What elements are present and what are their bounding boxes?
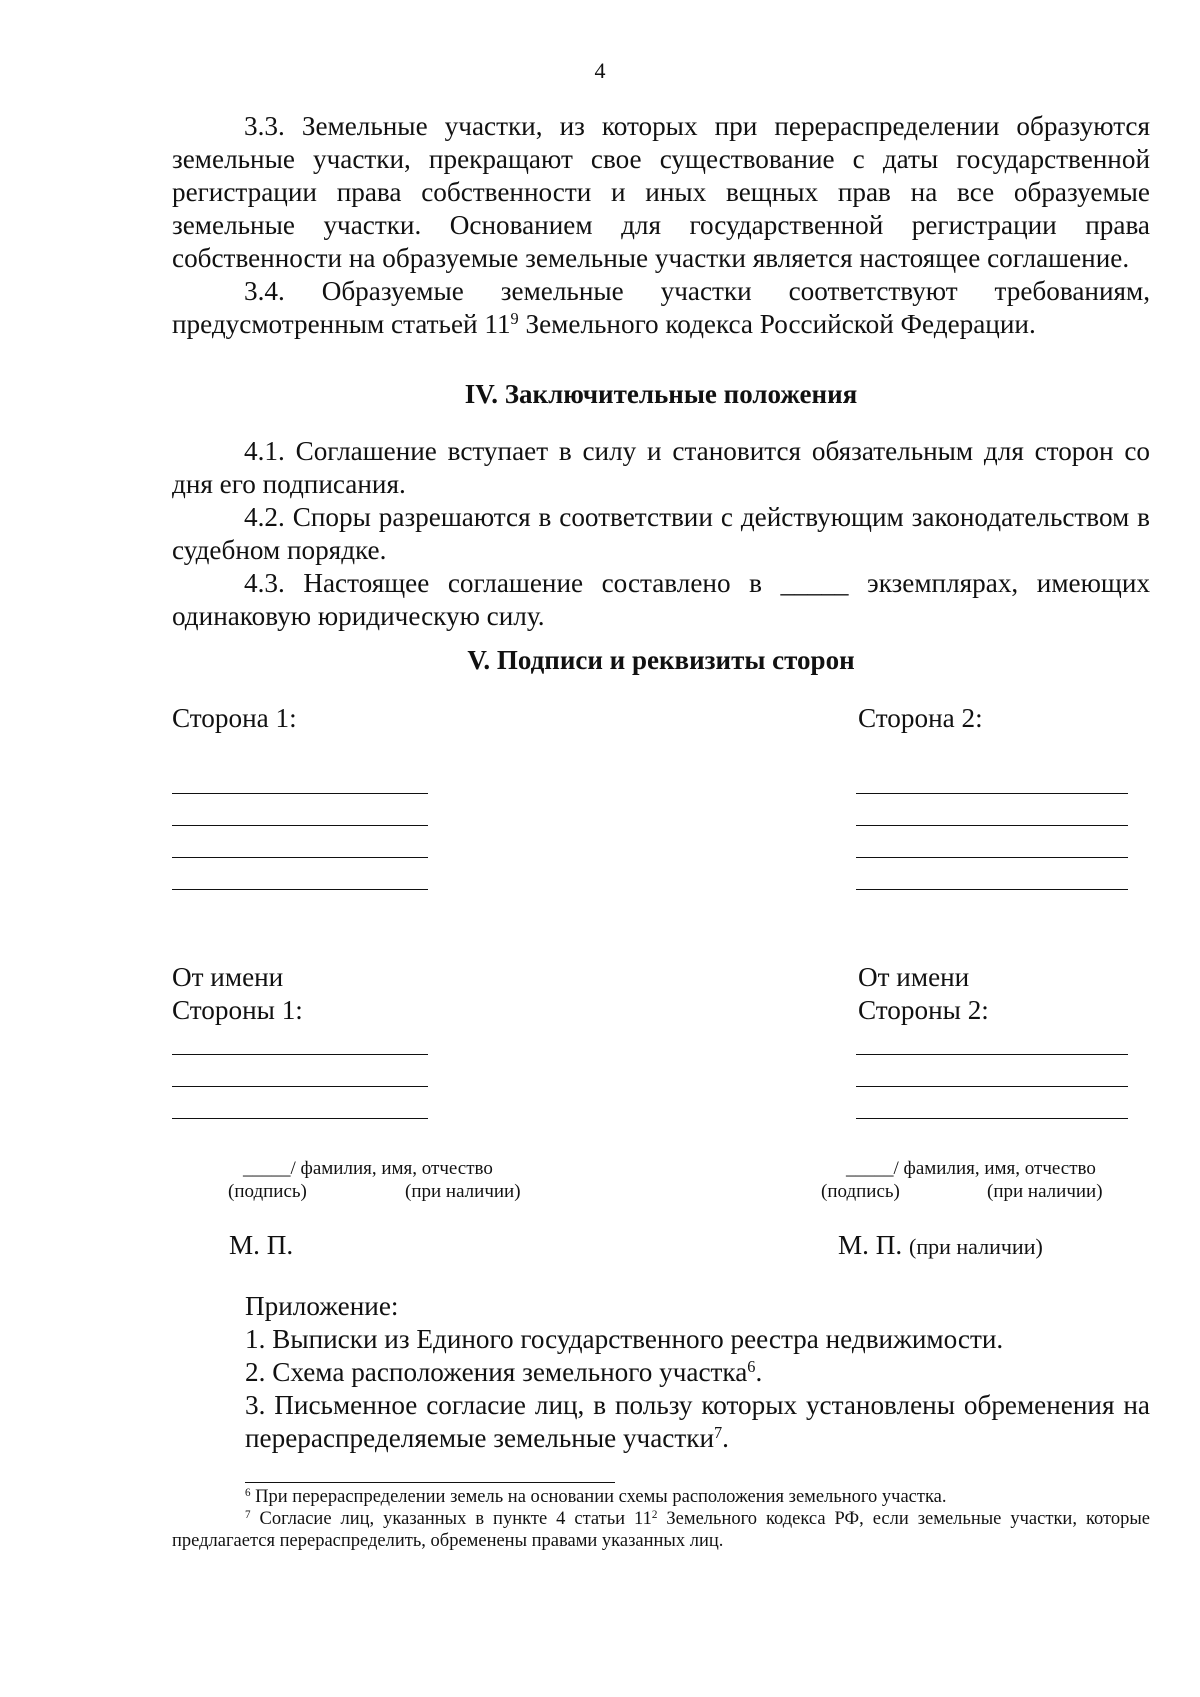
- footnote-ref-9: 9: [510, 309, 519, 329]
- appendix: [245, 1290, 1150, 1455]
- section-3-text: [172, 110, 1150, 341]
- party-1-signature-line: _____/ фамилия, имя, отчество: [243, 1158, 493, 1179]
- section-5-heading: V. Подписи и реквизиты сторон: [467, 645, 855, 675]
- party-2-on-behalf: [858, 961, 989, 1027]
- footnote-separator: [245, 1482, 615, 1483]
- party-1-signature-caption: (подпись): [228, 1181, 307, 1202]
- paragraph-3-3: 3.3. Земельные участки, из которых при перераспределении образуются земельные участки, прекращают свое существование с даты государственной регистрации права собственности и иных вещных прав на все образуемые земельные участки. Основанием для государственной регистрации права собственности на образуемые земельные участки является настоящее соглашение.: [172, 111, 1150, 273]
- paragraph-3-4-text-end: Земельного кодекса Российской Федерации.: [518, 309, 1036, 339]
- section-4-heading-wrap: [172, 378, 1150, 411]
- footnote-6-mark: 6: [245, 1486, 251, 1499]
- party-2-signatory-line: [856, 1118, 1128, 1119]
- party-1-signatory-line: [172, 1054, 428, 1055]
- appendix-item-3: [245, 1389, 1150, 1455]
- party-2-name-caption: (при наличии): [987, 1181, 1103, 1202]
- footnote-7-mark: 7: [245, 1508, 251, 1521]
- appendix-item-2-text: 2. Схема расположения земельного участка: [245, 1357, 748, 1387]
- appendix-item-2: [245, 1356, 1150, 1389]
- section-4-text: [172, 435, 1150, 633]
- party-2-signature-line: _____/ фамилия, имя, отчество: [846, 1158, 1096, 1179]
- party-2-stamp-place: [838, 1230, 1043, 1261]
- party-1-requisite-line: [172, 793, 428, 794]
- paragraph-3-4: [172, 275, 1150, 341]
- paragraph-4-2: 4.2. Споры разрешаются в соответствии с действующим законодательством в судебном порядке.: [172, 502, 1150, 565]
- party-1-on-behalf: [172, 961, 303, 1027]
- party-2-requisite-line: [856, 793, 1128, 794]
- party-1-requisite-line: [172, 889, 428, 890]
- party-1-on-behalf-line2: Стороны 1:: [172, 995, 303, 1025]
- party-1-stamp-place: М. П.: [229, 1230, 294, 1260]
- party-1-requisite-line: [172, 857, 428, 858]
- party-2-on-behalf-line1: От имени: [858, 962, 970, 992]
- party-2-signature-caption: (подпись): [821, 1181, 900, 1202]
- paragraph-4-1: 4.1. Соглашение вступает в силу и становится обязательным для сторон со дня его подписания.: [172, 436, 1150, 499]
- party-2-stamp-label: М. П.: [838, 1230, 903, 1260]
- paragraph-3-4-text: 3.4. Образуемые земельные участки соответствуют требованиям, предусмотренным статьей 11: [172, 276, 1150, 339]
- footnote-7-text: Согласие лиц, указанных в пункте 4 статьи 11: [250, 1509, 652, 1529]
- party-1-name-caption: (при наличии): [405, 1181, 521, 1202]
- party-1-on-behalf-line1: От имени: [172, 962, 284, 992]
- party-2-signatory-line: [856, 1086, 1128, 1087]
- party-2-stamp-note: (при наличии): [909, 1234, 1043, 1259]
- party-1-signatory-line: [172, 1086, 428, 1087]
- party-2-requisite-line: [856, 857, 1128, 858]
- appendix-item-2-end: .: [755, 1357, 763, 1387]
- party-2-label: Сторона 2:: [858, 703, 983, 733]
- party-2-requisite-line: [856, 825, 1128, 826]
- appendix-title: Приложение:: [245, 1291, 399, 1321]
- footnote-7: [172, 1508, 1150, 1552]
- section-5-heading-wrap: [172, 644, 1150, 677]
- party-2-on-behalf-line2: Стороны 2:: [858, 995, 989, 1025]
- footnote-6: [172, 1486, 1150, 1508]
- footnote-6-text: При перераспределении земель на основании схемы расположения земельного участка.: [250, 1487, 947, 1507]
- paragraph-4-3: 4.3. Настоящее соглашение составлено в _____ экземплярах, имеющих одинаковую юридическую силу.: [172, 568, 1150, 631]
- appendix-item-3-text: 3. Письменное согласие лиц, в пользу которых установлены обременения на перераспределяемые земельные участки: [245, 1390, 1150, 1453]
- footnote-7-ref-2: 2: [651, 1508, 658, 1521]
- page-number: 4: [594, 58, 606, 83]
- party-1-requisite-line: [172, 825, 428, 826]
- appendix-item-1: 1. Выписки из Единого государственного реестра недвижимости.: [245, 1324, 1004, 1354]
- footnotes: [172, 1486, 1150, 1552]
- party-2-signatory-line: [856, 1054, 1128, 1055]
- section-4-heading: IV. Заключительные положения: [464, 379, 858, 409]
- footnote-7-text-end: Земельного кодекса РФ, если земельные участки, которые предлагается перераспределить, обременены правами указанных лиц.: [172, 1509, 1150, 1551]
- appendix-item-3-end: .: [722, 1423, 729, 1453]
- party-1-label: Сторона 1:: [172, 703, 297, 733]
- party-2-requisite-line: [856, 889, 1128, 890]
- footnote-ref-7: 7: [714, 1423, 723, 1443]
- footnote-ref-6: 6: [747, 1357, 756, 1377]
- party-1-signatory-line: [172, 1118, 428, 1119]
